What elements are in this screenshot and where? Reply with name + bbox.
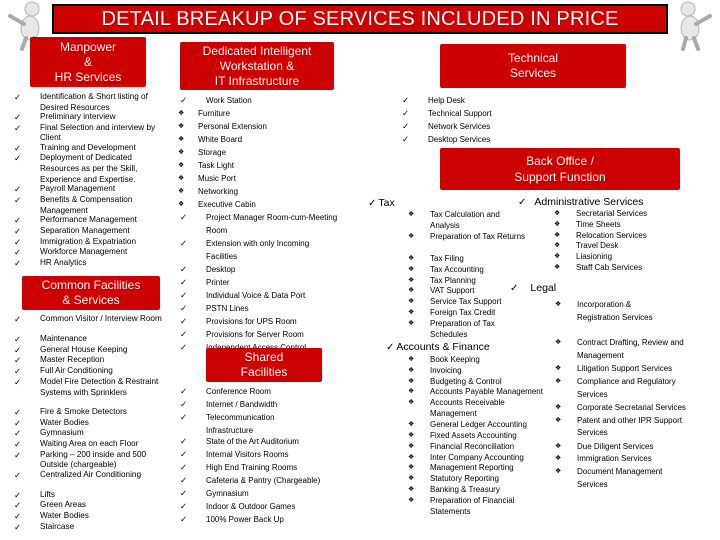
list-item: ✓ PSTN Lines	[180, 302, 360, 315]
list-item: ✓ Centralized Air Conditioning	[14, 470, 164, 490]
list-item: ✓ Work Station	[180, 94, 360, 107]
legal-heading: ✓ Legal	[510, 282, 557, 294]
list-item: ✓ Master Reception	[14, 355, 164, 366]
list-item: ❖ VAT Support	[408, 286, 528, 297]
technical-services-heading: Technical Services	[440, 44, 626, 88]
list-item: ✓ Fire & Smoke Detectors	[14, 407, 164, 418]
list-item: ✓ Green Areas	[14, 500, 164, 511]
list-item: ❖ Statutory Reporting	[408, 474, 573, 485]
back-office-heading: Back Office / Support Function	[440, 148, 680, 190]
list-item: ❖ Liasioning	[554, 252, 704, 263]
list-item: ❖ Management Reporting	[408, 463, 573, 474]
list-item: ❖ Service Tax Support	[408, 297, 528, 308]
list-item: ❖ General Ledger Accounting	[408, 420, 573, 431]
list-item: ✓ State of the Art Auditorium	[180, 435, 360, 448]
list-item: ✓ Performance Management	[14, 215, 164, 226]
list-item: ❖ Banking & Treasury	[408, 485, 573, 496]
list-item: ✓ Network Services	[402, 120, 582, 133]
list-item: ✓ Indoor & Outdoor Games	[180, 500, 360, 513]
list-item: ✓ Model Fire Detection & Restraint Systems with Sprinklers	[14, 377, 164, 407]
list-item: ✓ Full Air Conditioning	[14, 366, 164, 377]
administrative-heading: ✓ Administrative Services	[518, 196, 644, 208]
list-item: ✓ Gymnasium	[180, 487, 360, 500]
list-item: ❖ Patent and other IPR Support Services	[555, 415, 695, 441]
list-item: ❖ Due Diligent Services	[555, 441, 715, 454]
dedicated-it-list	[180, 94, 360, 347]
list-item: ❖ Networking	[166, 185, 360, 198]
list-item: ❖ Personal Extension	[166, 120, 360, 133]
list-item: ❖ Foreign Tax Credit	[408, 308, 528, 319]
list-item: ✓ Benefits & Compensation Management	[14, 195, 164, 215]
list-item: ✓ Project Manager Room-cum-Meeting Room	[180, 211, 340, 237]
list-item: ✓ Waiting Area on each Floor	[14, 439, 164, 450]
list-item: ❖ Executive Cabin	[166, 198, 360, 211]
list-item: ✓ Training and Development	[14, 143, 164, 154]
list-item: ✓ General House Keeping	[14, 345, 164, 356]
list-item: ✓ Final Selection and interview by Client	[14, 123, 164, 143]
list-item: ✓ Common Visitor / Interview Room	[14, 314, 164, 334]
list-item: ❖ Task Light	[166, 159, 360, 172]
list-item: ❖ Furniture	[166, 107, 360, 120]
list-item: ❖ Incorporation & Registration Services	[555, 299, 675, 337]
list-item: ✓ Desktop	[180, 263, 360, 276]
list-item: ❖ Document Management Services	[555, 466, 675, 492]
list-item: ✓ Identification & Short listing of Desired Resources	[14, 92, 164, 112]
list-item: ❖ Tax Accounting	[408, 265, 528, 276]
page-title: DETAIL BREAKUP OF SERVICES INCLUDED IN PRICE	[52, 4, 668, 34]
list-item	[180, 341, 360, 347]
list-item: ❖ Storage	[166, 146, 360, 159]
list-item: ❖ Compliance and Regulatory Services	[555, 376, 695, 402]
list-item: ❖ Time Sheets	[554, 220, 704, 231]
list-item: ❖ White Board	[166, 133, 360, 146]
accounts-finance-list	[408, 355, 573, 518]
accounts-finance-heading: ✓ Accounts & Finance	[386, 341, 490, 353]
list-item: ❖ Accounts Receivable Management	[408, 398, 528, 420]
list-item: ❖ Tax Filing	[408, 254, 528, 265]
list-item: ✓ Help Desk	[402, 94, 582, 107]
list-item: ✓ High End Training Rooms	[180, 461, 360, 474]
list-item: ✓ Extension with only Incoming Facilities	[180, 237, 340, 263]
list-item: ❖ Immigration Services	[555, 453, 715, 466]
list-item: ✓ Separation Management	[14, 226, 164, 237]
list-item: ❖ Budgeting & Control	[408, 377, 573, 388]
dedicated-it-heading: Dedicated Intelligent Workstation & IT Infrastructure	[180, 42, 334, 90]
list-item: ✓ Preliminary interview	[14, 112, 164, 123]
list-item: ✓ Desktop Services	[402, 133, 582, 146]
list-item: ✓ Water Bodies	[14, 418, 164, 429]
list-item: ✓ Parking – 200 inside and 500 Outside (chargeable)	[14, 450, 164, 470]
list-item: ❖ Contract Drafting, Review and Management	[555, 337, 695, 363]
list-item: ❖ Tax Calculation and Analysis	[408, 210, 528, 232]
list-item: ✓ Internal Visitors Rooms	[180, 448, 360, 461]
shared-facilities-heading: Shared Facilities	[206, 348, 322, 382]
list-item: ✓ Maintenance	[14, 334, 164, 345]
tax-list	[408, 210, 528, 341]
shared-facilities-list	[180, 385, 360, 526]
list-item: ❖ Invoicing	[408, 366, 573, 377]
list-item: ✓ Provisions for UPS Room	[180, 315, 360, 328]
list-item: ✓ Staircase	[14, 522, 164, 533]
list-item: ✓ Lifts	[14, 490, 164, 501]
list-item: ❖ Relocation Services	[554, 231, 704, 242]
list-item: ❖ Music Port	[166, 172, 360, 185]
list-item: ❖ Book Keeping	[408, 355, 573, 366]
list-item: ✓ Telecommunication Infrastructure	[180, 411, 310, 435]
list-item: ❖ Preparation of Tax Returns	[408, 232, 528, 254]
list-item: ✓ Cafeteria & Pantry (Chargeable)	[180, 474, 360, 487]
list-item: ✓ Printer	[180, 276, 360, 289]
administrative-list	[554, 209, 704, 274]
list-item: ✓ HR Analytics	[14, 258, 164, 269]
common-facilities-list	[14, 314, 164, 532]
tax-heading: ✓ Tax	[368, 197, 395, 209]
person-pointing-figure-right	[674, 0, 716, 50]
list-item: ✓ Water Bodies	[14, 511, 164, 522]
list-item: ❖ Tax Planning	[408, 276, 528, 287]
list-item: ✓ Immigration & Expatriation	[14, 237, 164, 248]
manpower-heading: Manpower & HR Services	[30, 37, 146, 87]
list-item: ❖ Staff Cab Services	[554, 263, 704, 274]
list-item: ✓ Conference Room	[180, 385, 360, 398]
list-item: ❖ Inter Company Accounting	[408, 453, 573, 464]
technical-services-list	[402, 94, 582, 146]
list-item: ❖ Accounts Payable Management	[408, 387, 573, 398]
common-facilities-heading: Common Facilities & Services	[22, 276, 160, 310]
list-item: ✓ Individual Voice & Data Port	[180, 289, 360, 302]
list-item: ❖ Preparation of Financial Statements	[408, 496, 538, 518]
list-item: ✓ Gymnasium	[14, 428, 164, 439]
list-item: ❖ Litigation Support Services	[555, 363, 715, 376]
list-item: ✓ Deployment of Dedicated Resources as per the Skill, Experience and Expertise.	[14, 153, 164, 184]
list-item: ✓ Technical Support	[402, 107, 582, 120]
list-item: ❖ Fixed Assets Accounting	[408, 431, 573, 442]
list-item: ✓ Internet / Bandwidth	[180, 398, 360, 411]
list-item: ❖ Corporate Secretarial Services	[555, 402, 715, 415]
list-item: ❖ Secretarial Services	[554, 209, 704, 220]
list-item: ✓ 100% Power Back Up	[180, 513, 360, 526]
list-item: ❖ Travel Desk	[554, 241, 704, 252]
list-item: ✓ Provisions for Server Room	[180, 328, 360, 341]
list-item: ❖ Financial Reconciliation	[408, 442, 573, 453]
legal-list	[555, 299, 715, 492]
manpower-list	[14, 92, 164, 269]
list-item: ❖ Preparation of Tax Schedules	[408, 319, 528, 341]
list-item: ✓ Payroll Management	[14, 184, 164, 195]
list-item: ✓ Workforce Management	[14, 247, 164, 258]
